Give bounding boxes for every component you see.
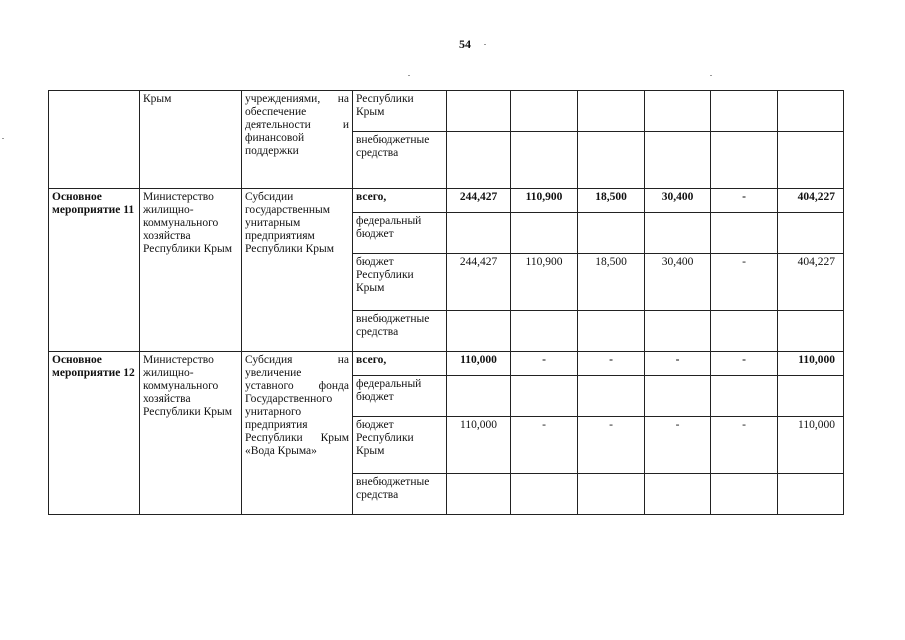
value-cell — [447, 376, 511, 417]
value-cell: 110,900 — [511, 254, 578, 311]
value-cell: 404,227 — [778, 254, 844, 311]
value-cell — [711, 213, 778, 254]
value-cell — [578, 132, 645, 189]
value-cell: - — [578, 417, 645, 474]
value-cell: 110,000 — [778, 417, 844, 474]
description-cell: Субсидии государственным унитарным предприятиям Республики Крым — [242, 189, 353, 352]
scan-speck — [2, 138, 4, 139]
source-cell: внебюджетные средства — [353, 311, 447, 352]
executor-cell: Министерство жилищно-коммунального хозяйства Республики Крым — [140, 189, 242, 352]
value-cell — [778, 376, 844, 417]
value-cell: 110,000 — [447, 352, 511, 376]
description-cell: учреждениями, на обеспечение деятельности и финансовой поддержки — [242, 91, 353, 189]
value-cell: - — [711, 352, 778, 376]
value-cell: - — [711, 417, 778, 474]
source-cell: всего, — [353, 189, 447, 213]
source-cell: федеральный бюджет — [353, 376, 447, 417]
value-cell — [645, 474, 711, 515]
value-cell — [447, 474, 511, 515]
value-cell — [578, 474, 645, 515]
source-cell: всего, — [353, 352, 447, 376]
value-cell — [711, 91, 778, 132]
value-cell: 110,900 — [511, 189, 578, 213]
value-cell: 18,500 — [578, 254, 645, 311]
value-cell — [645, 311, 711, 352]
table-row — [49, 189, 844, 213]
value-cell — [511, 91, 578, 132]
value-cell: 244,427 — [447, 254, 511, 311]
source-cell: федеральный бюджет — [353, 213, 447, 254]
value-cell: 110,000 — [447, 417, 511, 474]
value-cell — [711, 474, 778, 515]
value-cell — [645, 91, 711, 132]
executor-cell: Крым — [140, 91, 242, 189]
scan-speck — [710, 75, 712, 76]
value-cell: - — [645, 417, 711, 474]
value-cell: - — [711, 254, 778, 311]
value-cell: - — [578, 352, 645, 376]
value-cell — [511, 213, 578, 254]
value-cell — [778, 474, 844, 515]
event-cell: Основное мероприятие 12 — [49, 352, 140, 515]
value-cell — [645, 376, 711, 417]
source-cell: внебюджетные средства — [353, 474, 447, 515]
value-cell — [447, 213, 511, 254]
source-cell: бюджет Республики Крым — [353, 417, 447, 474]
value-cell — [778, 132, 844, 189]
value-cell — [645, 213, 711, 254]
table-row — [49, 91, 844, 132]
value-cell — [778, 311, 844, 352]
source-cell: внебюджетные средства — [353, 132, 447, 189]
value-cell — [778, 213, 844, 254]
scan-speck — [484, 44, 486, 45]
value-cell: - — [511, 417, 578, 474]
value-cell: 30,400 — [645, 254, 711, 311]
value-cell: - — [511, 352, 578, 376]
value-cell: 110,000 — [778, 352, 844, 376]
value-cell: 404,227 — [778, 189, 844, 213]
value-cell: 244,427 — [447, 189, 511, 213]
value-cell — [711, 132, 778, 189]
value-cell: - — [711, 189, 778, 213]
value-cell — [578, 311, 645, 352]
value-cell — [447, 132, 511, 189]
page-number: 54 — [459, 37, 471, 51]
value-cell — [578, 91, 645, 132]
value-cell: 18,500 — [578, 189, 645, 213]
value-cell: 30,400 — [645, 189, 711, 213]
value-cell — [711, 311, 778, 352]
value-cell — [511, 474, 578, 515]
table-row — [49, 352, 844, 376]
value-cell — [578, 376, 645, 417]
budget-table — [48, 90, 844, 515]
description-cell: Субсидия на увеличение уставного фонда Государственного унитарного предприятия Республики Крым «Вода Крыма» — [242, 352, 353, 515]
source-cell: бюджет Республики Крым — [353, 254, 447, 311]
event-cell — [49, 91, 140, 189]
value-cell — [711, 376, 778, 417]
executor-cell: Министерство жилищно-коммунального хозяйства Республики Крым — [140, 352, 242, 515]
value-cell — [645, 132, 711, 189]
value-cell — [447, 91, 511, 132]
value-cell — [511, 132, 578, 189]
value-cell: - — [645, 352, 711, 376]
source-cell: Республики Крым — [353, 91, 447, 132]
scan-speck — [408, 75, 410, 76]
value-cell — [511, 311, 578, 352]
value-cell — [511, 376, 578, 417]
value-cell — [778, 91, 844, 132]
event-cell: Основное мероприятие 11 — [49, 189, 140, 352]
value-cell — [578, 213, 645, 254]
value-cell — [447, 311, 511, 352]
